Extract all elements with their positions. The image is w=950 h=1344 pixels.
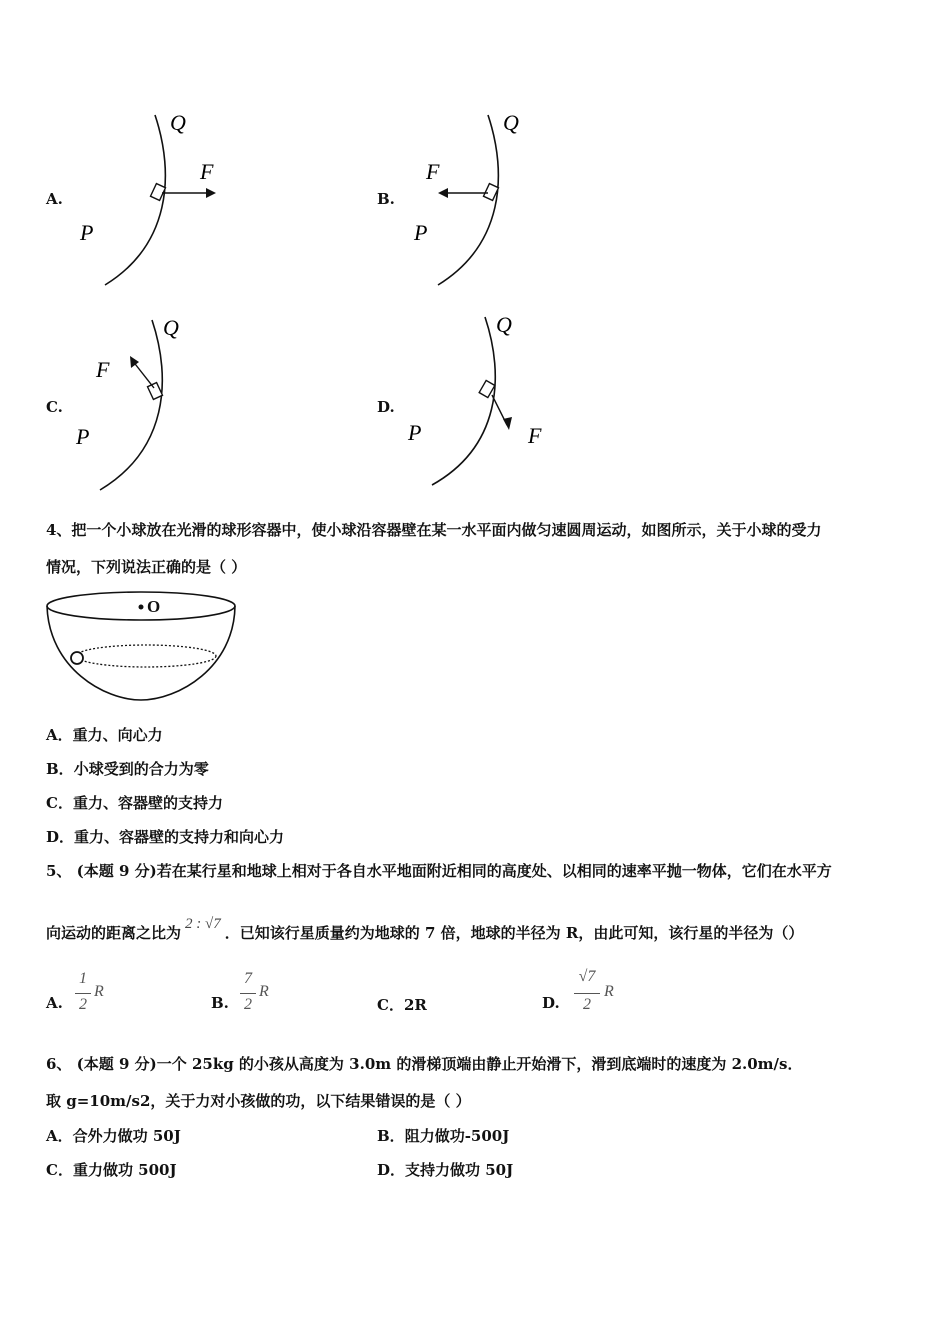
option-text: 支持力做功 50J [405,1161,514,1179]
radius-symbol: R [604,983,614,1000]
stem-text: ．已知该行星质量约为地球的 7 倍，地球的半径为 R，由此可知，该行星的半径为（） [224,924,804,942]
option-label: D. [377,398,395,416]
fraction-b [239,968,289,1024]
fraction-bar [240,993,256,994]
label-p: P [408,420,422,445]
stem-text: 向运动的距离之比为 [46,924,182,942]
q5-stem-line1: 5、 (本题 9 分)若在某行星和地球上相对于各自水平地面附近相同的高度处、以相同的速率平抛一物体，它们在水平方 [46,862,832,880]
option-label: B． [46,760,74,778]
denominator: 2 [583,996,591,1013]
option-label: B. [377,190,395,208]
label-p: P [80,220,94,245]
label-q: Q [163,315,179,340]
numerator: 1 [79,970,87,987]
q6-stem-line1: 6、 (本题 9 分)一个 25kg 的小孩从高度为 3.0m 的滑梯顶端由静止开始滑下，滑到底端时的速度为 2.0m/s． [46,1055,803,1073]
curve-figure-b [400,105,570,295]
option-label: D． [377,1161,406,1179]
option-label: D． [46,828,75,846]
fraction-d [572,966,632,1024]
q4-option-b [46,758,209,779]
fraction-a [74,968,124,1024]
label-f: F [528,423,542,448]
label-q: Q [496,312,512,337]
label-p: P [414,220,428,245]
fraction-bar [574,993,600,994]
option-label: B. [211,994,229,1012]
option-label: C． [46,794,73,812]
denominator: 2 [79,996,87,1013]
q6-option-d [377,1159,513,1180]
q6-option-a [46,1125,181,1146]
curve-figure-a [70,105,240,295]
q6-option-c [46,1159,177,1180]
option-text: 2R [403,996,427,1014]
label-q: Q [503,110,519,135]
ratio-formula: 2 : √7 [185,916,221,932]
q5-option-c [377,994,427,1015]
label-q: Q [170,110,186,135]
option-text: 合外力做功 50J [72,1127,181,1145]
option-label: A． [46,726,73,744]
fraction-bar [75,993,91,994]
option-text: 小球受到的合力为零 [73,760,209,778]
option-label: A． [46,1127,73,1145]
numerator: √7 [578,968,596,985]
option-label: C． [377,996,404,1014]
option-text: 重力、容器壁的支持力和向心力 [74,828,285,846]
q4-option-a [46,724,163,745]
label-f: F [96,357,110,382]
q4-option-d [46,826,284,847]
q6-stem-line2: 取 g=10m/s2，关于力对小孩做的功，以下结果错误的是（ ） [46,1092,471,1110]
option-text: 阻力做功-500J [404,1127,510,1145]
option-label: C． [46,1161,73,1179]
radius-symbol: R [259,983,269,1000]
denominator: 2 [244,996,252,1013]
option-label: D. [542,994,560,1012]
option-label: B． [377,1127,405,1145]
q4-stem-line2: 情况，下列说法正确的是（ ） [46,558,247,576]
curve-figure-d [400,305,570,495]
label-p: P [76,424,90,449]
q4-option-c [46,792,223,813]
q6-option-b [377,1125,509,1146]
radius-symbol: R [94,983,104,1000]
option-text: 重力、容器壁的支持力 [72,794,223,812]
bowl-figure [44,588,244,708]
label-f: F [200,159,214,184]
option-text: 重力做功 500J [72,1161,177,1179]
q5-stem-line2 [46,916,804,943]
option-text: 重力、向心力 [72,726,163,744]
curve-figure-c [70,310,240,500]
label-f: F [426,159,440,184]
option-label: C. [46,398,63,416]
q4-stem-line1: 4、把一个小球放在光滑的球形容器中，使小球沿容器壁在某一水平面内做匀速圆周运动，如图所示，关于小球的受力 [46,521,822,539]
center-label: O [147,597,161,616]
numerator: 7 [244,970,252,987]
option-label: A. [46,190,63,208]
option-label: A. [46,994,63,1012]
